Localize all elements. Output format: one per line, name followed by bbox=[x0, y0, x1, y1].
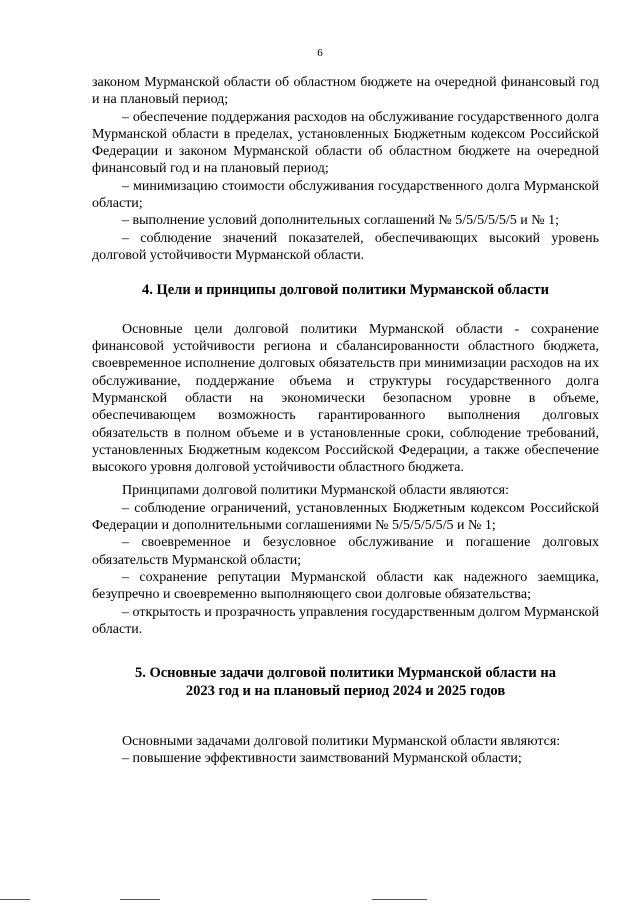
scan-artifact-line bbox=[120, 899, 160, 900]
list-item: – минимизацию стоимости обслуживания государственного долга Мурманской области; bbox=[92, 178, 599, 212]
list-item: – обеспечение поддержания расходов на обслуживание государственного долга Мурманской области в пределах, установленных Бюджетным кодексом Российской Федерации и законом Мурманской области об областном бюджете на очередной финансовый год и на плановый период; bbox=[92, 109, 599, 177]
list-item: – сохранение репутации Мурманской области как надежного заемщика, безупречно и своевременно выполняющего свои долговые обязательства; bbox=[92, 569, 599, 603]
list-item: – повышение эффективности заимствований Мурманской области; bbox=[122, 751, 522, 767]
principles-intro: Принципами долговой политики Мурманской области являются: bbox=[122, 483, 510, 499]
list-item: – открытость и прозрачность управления государственным долгом Мурманской области. bbox=[92, 604, 599, 637]
list-item: – своевременное и безусловное обслуживание и погашение долговых обязательств Мурманской области; bbox=[92, 535, 599, 568]
document-body bbox=[92, 74, 599, 768]
section-5-heading-line-1: 5. Основные задачи долговой политики Мурманской области на bbox=[134, 665, 557, 682]
list-item: – соблюдение значений показателей, обеспечивающих высокий уровень долговой устойчивости Мурманской области. bbox=[92, 230, 599, 263]
scan-artifact-line bbox=[0, 899, 30, 900]
list-item: – соблюдение ограничений, установленных Бюджетным кодексом Российской Федерации и дополнительными соглашениями № 5/5/5/5/5/5 и № 1; bbox=[92, 500, 599, 534]
tasks-intro: Основными задачами долговой политики Мурманской области являются: bbox=[122, 734, 561, 750]
section-4-heading: 4. Цели и принципы долговой политики Мурманской области bbox=[142, 282, 549, 299]
section-5-heading bbox=[92, 665, 599, 700]
section-5-heading-line-2: 2023 год и на плановый период 2024 и 2025 годов bbox=[185, 682, 506, 699]
scan-artifact-line bbox=[372, 899, 427, 900]
list-item: – выполнение условий дополнительных соглашений № 5/5/5/5/5/5 и № 1; bbox=[122, 213, 559, 229]
paragraph-continuation: законом Мурманской области об областном бюджете на очередной финансовый год и на плановый период; bbox=[92, 75, 599, 108]
goals-paragraph: Основные цели долговой политики Мурманской области - сохранение финансовой устойчивости региона и сбалансированности областного бюджета, своевременное исполнение долговых обязательств при минимизации расходов на их обслуживание, поддержание объема и структуры государственного долга Мурманской области на экономически безопасном уровне в объеме, обеспечивающем возможность гарантированного выполнения долговых обязательств в полном объеме и в установленные сроки, соблюдение требований, установленных Бюджетным кодексом Российской Федерации, а также обеспечение высокого уровня долговой устойчивости областного бюджета. bbox=[92, 321, 599, 476]
page-number: 6 bbox=[317, 47, 323, 59]
